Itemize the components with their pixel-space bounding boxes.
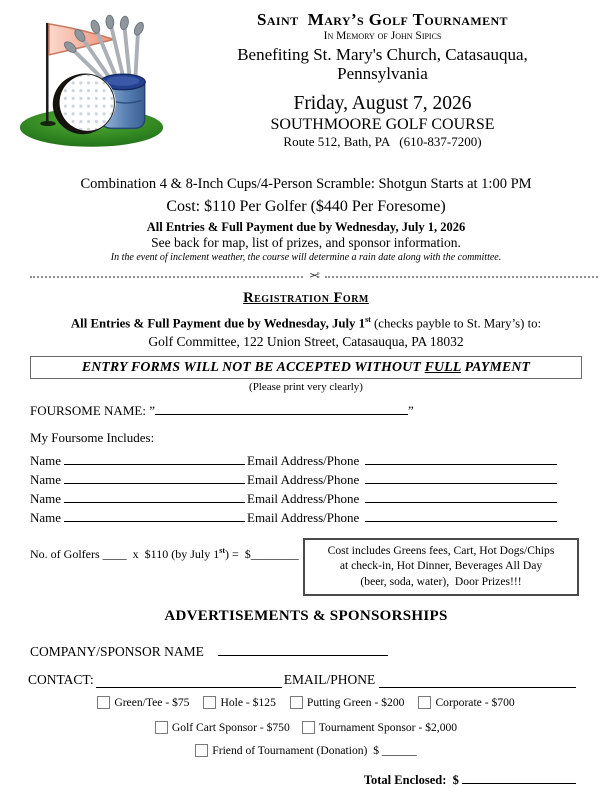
email-phone-label: Email Address/Phone	[247, 452, 360, 468]
checkbox-golf-cart-sponsor[interactable]	[155, 721, 168, 734]
notice-text-post: PAYMENT	[460, 358, 531, 374]
cost-box-line-1: Cost includes Greens fees, Cart, Hot Dogs/Chips	[327, 543, 555, 557]
registration-due-line	[0, 315, 612, 331]
total-enclosed-row	[0, 771, 576, 788]
email-phone-blank[interactable]	[365, 509, 557, 522]
cut-line	[30, 269, 598, 285]
open-quote: ”	[149, 402, 155, 418]
player-row	[30, 452, 576, 471]
header	[0, 0, 612, 168]
benefiting-line-2: Pennsylvania	[337, 63, 428, 83]
option-corporate	[418, 696, 514, 709]
cut-dash-left	[30, 276, 303, 278]
player-row	[30, 490, 576, 509]
event-title: Saint Mary’s Golf Tournament	[257, 10, 508, 29]
name-blank[interactable]	[64, 471, 245, 484]
option-label: Tournament Sponsor - $2,000	[318, 720, 458, 734]
email-phone-blank[interactable]	[379, 675, 576, 688]
company-label: COMPANY/SPONSOR NAME	[30, 643, 204, 659]
foursome-rows	[30, 452, 576, 528]
foursome-name-blank[interactable]	[155, 402, 408, 415]
notice-text-underlined: FULL	[424, 358, 461, 374]
option-label: Golf Cart Sponsor - $750	[171, 720, 290, 734]
golfers-calc-part2: ) = $________	[225, 546, 299, 561]
registration-due-bold: All Entries & Full Payment due by Wednesday, July 1	[70, 316, 366, 331]
checkbox-green-tee[interactable]	[97, 696, 110, 709]
sponsor-options-row-3	[0, 744, 612, 757]
see-back-line: See back for map, list of prizes, and sponsor information.	[151, 235, 461, 251]
course-address: Route 512, Bath, PA (610-837-7200)	[283, 133, 482, 149]
format-line: Combination 4 & 8-Inch Cups/4-Person Scramble: Shotgun Starts at 1:00 PM	[80, 176, 532, 192]
option-golf-cart-sponsor	[155, 721, 290, 734]
option-label: Hole - $125	[220, 695, 276, 709]
superscript-st: st	[219, 545, 225, 555]
entry-notice-box	[30, 356, 582, 379]
checkbox-tournament-sponsor[interactable]	[302, 721, 315, 734]
email-phone-label: EMAIL/PHONE	[283, 671, 376, 687]
checkbox-putting-green[interactable]	[290, 696, 303, 709]
option-tournament-sponsor	[302, 721, 457, 734]
option-putting-green	[290, 696, 405, 709]
header-text	[160, 10, 605, 149]
benefiting-line-1: Benefiting St. Mary's Church, Catasauqua,	[237, 44, 528, 64]
option-hole	[203, 696, 275, 709]
email-phone-blank[interactable]	[365, 471, 557, 484]
email-phone-label: Email Address/Phone	[247, 490, 360, 506]
golfers-calc-part1: No. of Golfers ____ x $110 (by July 1	[30, 546, 220, 561]
option-green-tee	[97, 696, 189, 709]
foursome-name-label: FOURSOME NAME:	[30, 402, 150, 418]
checkbox-hole[interactable]	[203, 696, 216, 709]
foursome-includes-label: My Foursome Includes:	[30, 429, 155, 445]
email-phone-blank[interactable]	[365, 490, 557, 503]
name-blank[interactable]	[64, 490, 245, 503]
name-blank[interactable]	[64, 452, 245, 465]
contact-label: CONTACT:	[28, 671, 94, 687]
email-phone-label: Email Address/Phone	[247, 509, 360, 525]
name-label: Name	[30, 452, 62, 468]
superscript-st: st	[365, 315, 371, 325]
option-label: Friend of Tournament (Donation) $ ______	[212, 743, 417, 757]
email-phone-blank[interactable]	[365, 452, 557, 465]
print-clearly-note: (Please print very clearly)	[249, 380, 363, 393]
checkbox-friend-donation[interactable]	[195, 744, 208, 757]
option-label: Green/Tee - $75	[114, 695, 190, 709]
option-friend-donation	[195, 744, 416, 757]
golfers-calc-line	[30, 546, 299, 562]
name-blank[interactable]	[64, 509, 245, 522]
event-date: Friday, August 7, 2026	[293, 92, 472, 114]
weather-line: In the event of inclement weather, the course will determine a rain date along with the committee.	[110, 251, 502, 263]
calc-section	[0, 538, 612, 594]
cost-includes-box	[303, 538, 579, 596]
checkbox-corporate[interactable]	[418, 696, 431, 709]
payment-due-line: All Entries & Full Payment due by Wednesday, July 1, 2026	[146, 220, 466, 235]
total-enclosed-blank[interactable]	[462, 771, 576, 784]
contact-row	[28, 672, 576, 688]
player-row	[30, 471, 576, 490]
total-enclosed-label: Total Enclosed: $	[363, 772, 459, 787]
cost-box-line-2: at check-in, Hot Dinner, Beverages All Day	[339, 559, 543, 573]
name-label: Name	[30, 509, 62, 525]
foursome-name-row	[30, 402, 612, 419]
company-row	[30, 643, 612, 660]
close-quote: ”	[407, 402, 414, 418]
event-info	[0, 176, 612, 263]
notice-text-pre: ENTRY FORMS WILL NOT BE ACCEPTED WITHOUT	[81, 358, 425, 374]
memorial-line: In Memory of John Sipics	[323, 30, 442, 43]
option-label: Putting Green - $200	[306, 695, 405, 709]
company-blank[interactable]	[218, 643, 388, 656]
cut-dash-right	[325, 276, 598, 278]
course-name: SOUTHMOORE GOLF COURSE	[270, 115, 495, 133]
sponsor-options-row-1	[0, 696, 612, 709]
sponsor-options-row-2	[0, 721, 612, 734]
player-row	[30, 509, 576, 528]
cost-line: Cost: $110 Per Golfer ($440 Per Foresome)	[166, 197, 446, 215]
ads-heading: ADVERTISEMENTS & SPONSORSHIPS	[164, 607, 448, 624]
contact-blank[interactable]	[96, 675, 282, 688]
registration-heading: Registration Form	[243, 290, 369, 307]
cost-box-line-3: (beer, soda, water), Door Prizes!!!	[360, 575, 522, 588]
name-label: Name	[30, 490, 62, 506]
mailing-address-line: Golf Committee, 122 Union Street, Catasauqua, PA 18032	[148, 333, 464, 349]
scissors-icon: ✂	[308, 269, 320, 285]
email-phone-label: Email Address/Phone	[247, 471, 360, 487]
name-label: Name	[30, 471, 62, 487]
option-label: Corporate - $700	[435, 695, 515, 709]
registration-due-rest: (checks payble to St. Mary’s) to:	[370, 316, 542, 331]
golf-logo-icon	[16, 8, 166, 158]
